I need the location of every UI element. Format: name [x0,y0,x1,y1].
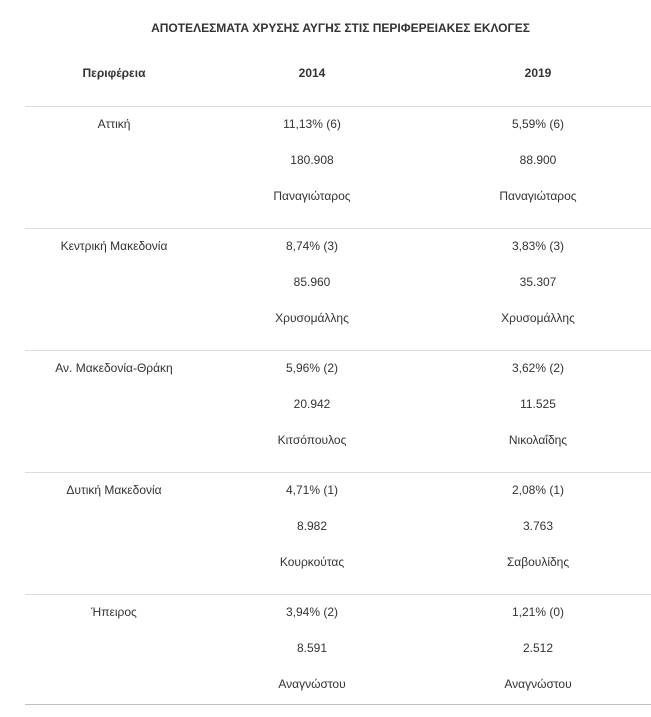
votes-2019: 35.307 [519,275,557,289]
candidate-2019: Αναγνώστου [504,677,572,691]
region-name: Αττική [97,117,131,131]
percent-2014: 5,96% (2) [285,361,339,375]
percent-2014: 4,71% (1) [285,483,339,497]
votes-2019: 88.900 [519,153,557,167]
table-bottom-border [25,704,651,705]
header-2014: 2014 [298,66,326,80]
table-title: ΑΠΟΤΕΛΕΣΜΑΤΑ ΧΡΥΣΗΣ ΑΥΓΗΣ ΣΤΙΣ ΠΕΡΙΦΕΡΕΙΑΚΕΣ ΕΚΛΟΓΕΣ [151,21,530,35]
region-name: Κεντρική Μακεδονία [60,239,168,253]
candidate-2014: Παναγιώταρος [273,189,351,203]
table-row [0,595,651,717]
votes-2014: 20.942 [293,397,331,411]
table-header [0,0,651,106]
header-region: Περιφέρεια [82,66,146,80]
candidate-2019: Παναγιώταρος [499,189,577,203]
table-row [0,229,651,351]
candidate-2019: Νικολαΐδης [508,433,568,447]
percent-2019: 2,08% (1) [511,483,565,497]
votes-2014: 85.960 [293,275,331,289]
candidate-2014: Αναγνώστου [278,677,346,691]
candidate-2014: Κουρκούτας [279,555,345,569]
votes-2019: 2.512 [522,641,554,655]
votes-2014: 180.908 [290,153,334,167]
percent-2014: 8,74% (3) [285,239,339,253]
table-row [0,351,651,473]
region-name: Δυτική Μακεδονία [66,483,162,497]
votes-2014: 8.591 [296,641,328,655]
votes-2019: 3.763 [522,519,554,533]
percent-2019: 1,21% (0) [511,605,565,619]
votes-2014: 8.982 [296,519,328,533]
percent-2014: 3,94% (2) [285,605,339,619]
percent-2019: 5,59% (6) [511,117,565,131]
region-name: Αν. Μακεδονία-Θράκη [55,361,173,375]
header-2019: 2019 [524,66,552,80]
table-row [0,107,651,229]
candidate-2014: Χρυσομάλλης [275,311,349,325]
percent-2019: 3,62% (2) [511,361,565,375]
region-name: Ήπειρος [91,605,137,619]
candidate-2014: Κιτσόπουλος [277,433,347,447]
votes-2019: 11.525 [520,397,556,411]
candidate-2019: Χρυσομάλλης [501,311,575,325]
percent-2014: 11,13% (6) [283,117,341,131]
candidate-2019: Σαβουλίδης [506,555,570,569]
percent-2019: 3,83% (3) [511,239,565,253]
table-row [0,473,651,595]
